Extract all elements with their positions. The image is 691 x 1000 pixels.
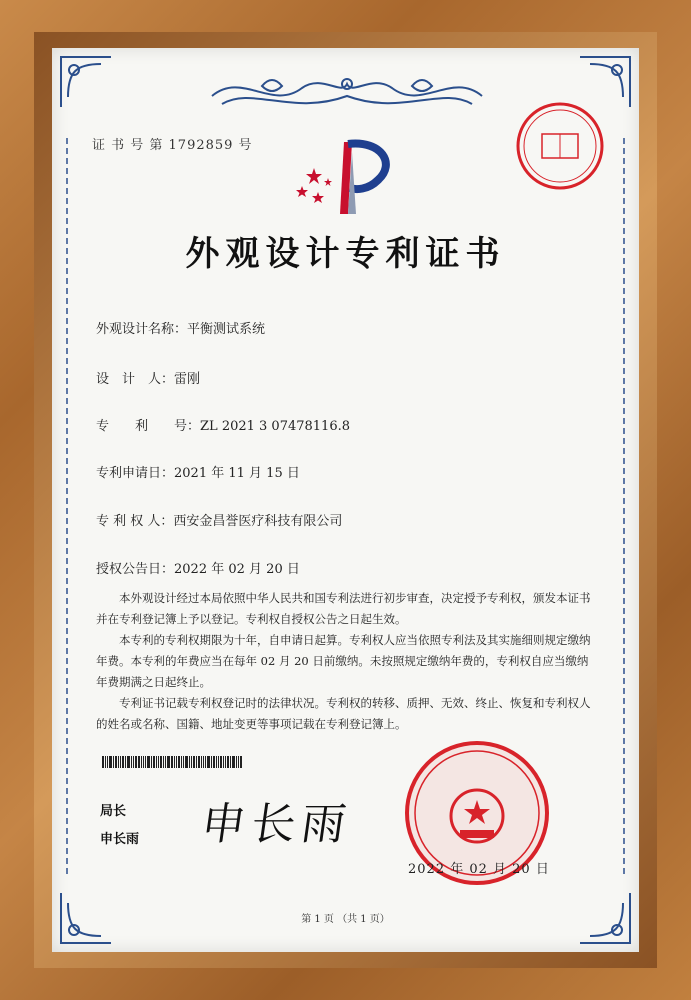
barcode-bar (131, 756, 132, 768)
designer-value: 雷刚 (174, 372, 201, 387)
certificate-number: 证 书 号 第 1792859 号 (92, 138, 253, 153)
barcode-bar (225, 756, 226, 768)
patentee-value: 西安金昌誉医疗科技有限公司 (173, 514, 343, 529)
patent-number-field (96, 415, 350, 434)
grant-date-label: 授权公告日： (96, 562, 175, 577)
barcode-bar (143, 756, 144, 768)
barcode-bar (156, 756, 157, 768)
barcode-bar (158, 756, 159, 768)
grant-date-field (96, 558, 300, 577)
barcode-bar (196, 756, 197, 768)
barcode-bar (138, 756, 140, 768)
filing-date-field (96, 462, 300, 481)
barcode-bar (163, 756, 164, 768)
barcode-bar (218, 756, 219, 768)
barcode-bar (145, 756, 146, 768)
barcode-bar (207, 756, 210, 768)
barcode-bar (191, 756, 192, 768)
barcode-bar (135, 756, 137, 768)
barcode-bar (227, 756, 229, 768)
designer-field (96, 368, 200, 387)
filing-date-value: 2021 年 11 月 15 日 (174, 466, 300, 481)
barcode-bar (220, 756, 222, 768)
barcode-bar (102, 756, 104, 768)
design-name-field (96, 318, 265, 337)
barcode-bar (113, 756, 114, 768)
corner-ornament-icon (56, 52, 116, 112)
barcode-bar (127, 756, 130, 768)
designer-label: 设 计 人： (96, 372, 175, 387)
seal-date: 2022 年 02 月 20 日 (408, 862, 550, 877)
top-ornament-icon (202, 66, 492, 116)
barcode-bar (133, 756, 134, 768)
barcode-bar (211, 756, 212, 768)
grant-date-value: 2022 年 02 月 20 日 (174, 562, 300, 577)
barcode-bar (201, 756, 202, 768)
barcode-bar (203, 756, 204, 768)
barcode-bar (151, 756, 152, 768)
official-name: 申长雨 (100, 832, 140, 847)
barcode-bar (198, 756, 200, 768)
barcode-bar (181, 756, 182, 768)
barcode-bar (205, 756, 206, 768)
barcode-bar (115, 756, 117, 768)
patentee-label: 专 利 权 人： (96, 514, 174, 529)
barcode-bar (213, 756, 215, 768)
barcode-bar (193, 756, 195, 768)
certificate-title: 外观设计专利证书 (185, 234, 506, 274)
official-title: 局长 (100, 804, 127, 819)
barcode-bar (167, 756, 170, 768)
patent-number-label: 专 利 号： (96, 419, 201, 434)
barcode-bar (105, 756, 106, 768)
barcode-bar (107, 756, 108, 768)
barcode-bar (171, 756, 173, 768)
agency-seal-icon (514, 100, 606, 192)
barcode-bar (118, 756, 119, 768)
barcode-bar (120, 756, 121, 768)
barcode-bar (109, 756, 112, 768)
barcode-bar (153, 756, 155, 768)
design-name-label: 外观设计名称： (96, 322, 188, 337)
cnipa-logo-icon (292, 134, 402, 220)
barcode-bar (189, 756, 190, 768)
barcode-bar (141, 756, 142, 768)
page-number: 第 1 页 （共 1 页） (301, 914, 390, 925)
barcode-bar (185, 756, 188, 768)
barcode-bar (165, 756, 166, 768)
barcode-bar (174, 756, 175, 768)
barcode-icon (102, 756, 264, 768)
barcode-bar (122, 756, 124, 768)
patentee-field (96, 510, 342, 529)
barcode-bar (238, 756, 239, 768)
barcode-bar (230, 756, 231, 768)
barcode-bar (176, 756, 177, 768)
barcode-bar (178, 756, 180, 768)
barcode-bar (160, 756, 162, 768)
barcode-bar (125, 756, 126, 768)
barcode-bar (216, 756, 217, 768)
barcode-bar (147, 756, 150, 768)
body-paragraph: 专利证书记载专利权登记时的法律状况。专利权的转移、质押、无效、终止、恢复和专利权人的姓名或名称、国籍、地址变更等事项记载在专利登记簿上。 (96, 696, 591, 731)
barcode-bar (232, 756, 235, 768)
certificate-paper (52, 48, 639, 952)
barcode-bar (236, 756, 237, 768)
body-paragraph: 本专利的专利权期限为十年，自申请日起算。专利权人应当依照专利法及其实施细则规定缴纳年费。本专利的年费应当在每年 02 月 20 日前缴纳。未按照规定缴纳年费的，专利权自应当缴纳年费期满之日起终止。 (96, 633, 591, 689)
barcode-bar (240, 756, 242, 768)
barcode-bar (183, 756, 184, 768)
barcode-bar (223, 756, 224, 768)
patent-number-value: ZL 2021 3 07478116.8 (200, 419, 351, 434)
signature: 申长雨 (197, 799, 355, 850)
design-name-value: 平衡测试系统 (187, 322, 266, 337)
certificate-body (96, 588, 596, 735)
filing-date-label: 专利申请日： (96, 466, 175, 481)
body-paragraph: 本外观设计经过本局依照中华人民共和国专利法进行初步审查，决定授予专利权，颁发本证书并在专利登记簿上予以登记。专利权自授权公告之日起生效。 (96, 591, 591, 626)
